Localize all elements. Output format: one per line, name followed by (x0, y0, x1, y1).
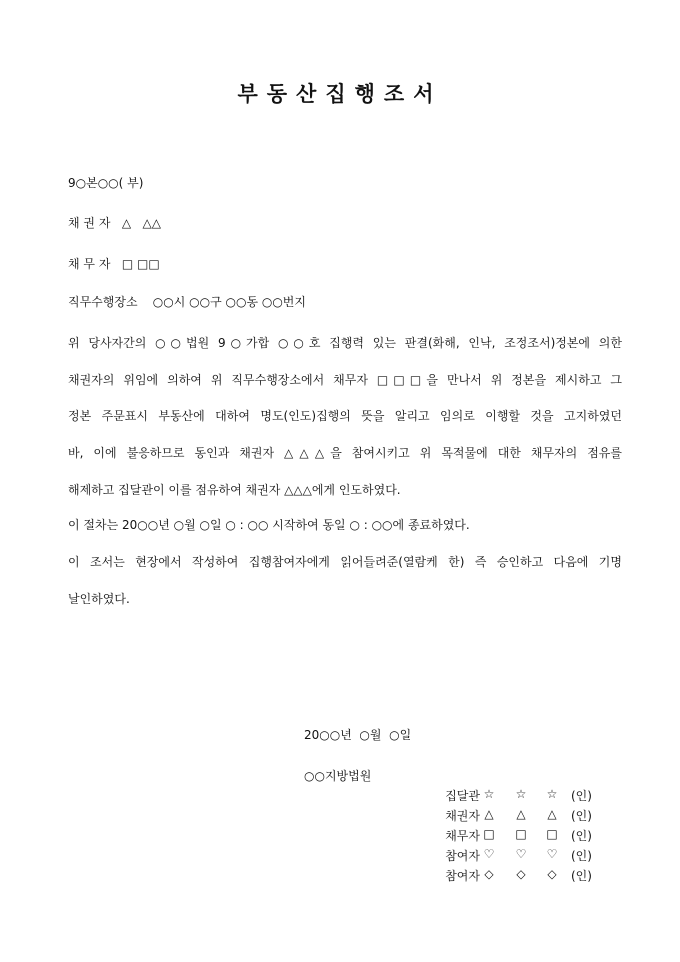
seal-mark: (인) (571, 849, 592, 863)
body-line: 위 당사자간의 ○○법원 9○가합 ○○호 집행력 있는 판결(화해, 인낙, 조정조서)정본에 의한 (68, 336, 622, 350)
court-name: ○○지방법원 (304, 769, 372, 783)
signature-row (420, 867, 600, 885)
body-line: 바, 이에 불응하므로 동인과 채권자 △△△을 참여시키고 위 목적물에 대한 채무자의 점유를 (68, 446, 622, 460)
signatory-role: 참여자 (445, 869, 480, 883)
triangle-icon: △ (547, 807, 557, 821)
square-icon: □ (483, 827, 495, 841)
signatory-role: 참여자 (445, 849, 480, 863)
seal-mark: (인) (571, 789, 592, 803)
star-icon: ☆ (483, 787, 495, 801)
case-number: 9○본○○( 부) (68, 176, 144, 190)
execution-place-line: 직무수행장소 ○○시 ○○구 ○○동 ○○번지 (68, 295, 306, 309)
square-icon: □ (546, 827, 558, 841)
heart-icon: ♡ (546, 847, 558, 861)
signature-date: 20○○년 ○월 ○일 (304, 728, 412, 742)
record-approval-line: 이 조서는 현장에서 작성하여 집행참여자에게 읽어들려준(열람케 한) 즉 승인하고 다음에 기명 (68, 555, 622, 569)
seal-mark: (인) (571, 869, 592, 883)
signatory-role: 채권자 (445, 809, 480, 823)
signature-row (420, 847, 600, 865)
document-title: 부동산집행조서 (237, 81, 443, 106)
creditor-line: 채 권 자 △ △△ (68, 216, 161, 230)
seal-mark: (인) (571, 829, 592, 843)
square-icon: □ (515, 827, 527, 841)
debtor-line: 채 무 자 □ □□ (68, 257, 160, 271)
signature-row (420, 827, 600, 845)
signatory-role: 집달관 (445, 789, 480, 803)
diamond-icon: ◇ (484, 867, 494, 881)
diamond-icon: ◇ (516, 867, 526, 881)
record-approval-line: 날인하였다. (68, 592, 130, 606)
triangle-icon: △ (516, 807, 526, 821)
star-icon: ☆ (515, 787, 527, 801)
seal-mark: (인) (571, 809, 592, 823)
signature-row (420, 807, 600, 825)
heart-icon: ♡ (483, 847, 495, 861)
signatory-role: 채무자 (445, 829, 480, 843)
triangle-icon: △ (484, 807, 494, 821)
body-line: 해제하고 집달관이 이를 점유하여 채권자 △△△에게 인도하였다. (68, 483, 401, 497)
procedure-time-line: 이 절차는 20○○년 ○월 ○일 ○ : ○○ 시작하여 동일 ○ : ○○에 종료하였다. (68, 518, 470, 532)
star-icon: ☆ (546, 787, 558, 801)
diamond-icon: ◇ (547, 867, 557, 881)
heart-icon: ♡ (515, 847, 527, 861)
signature-row (420, 787, 600, 805)
body-line: 채권자의 위임에 의하여 위 직무수행장소에서 채무자 □□□을 만나서 위 정본을 제시하고 그 (68, 373, 622, 387)
body-line: 정본 주문표시 부동산에 대하여 명도(인도)집행의 뜻을 알리고 임의로 이행할 것을 고지하였던 (68, 409, 622, 423)
